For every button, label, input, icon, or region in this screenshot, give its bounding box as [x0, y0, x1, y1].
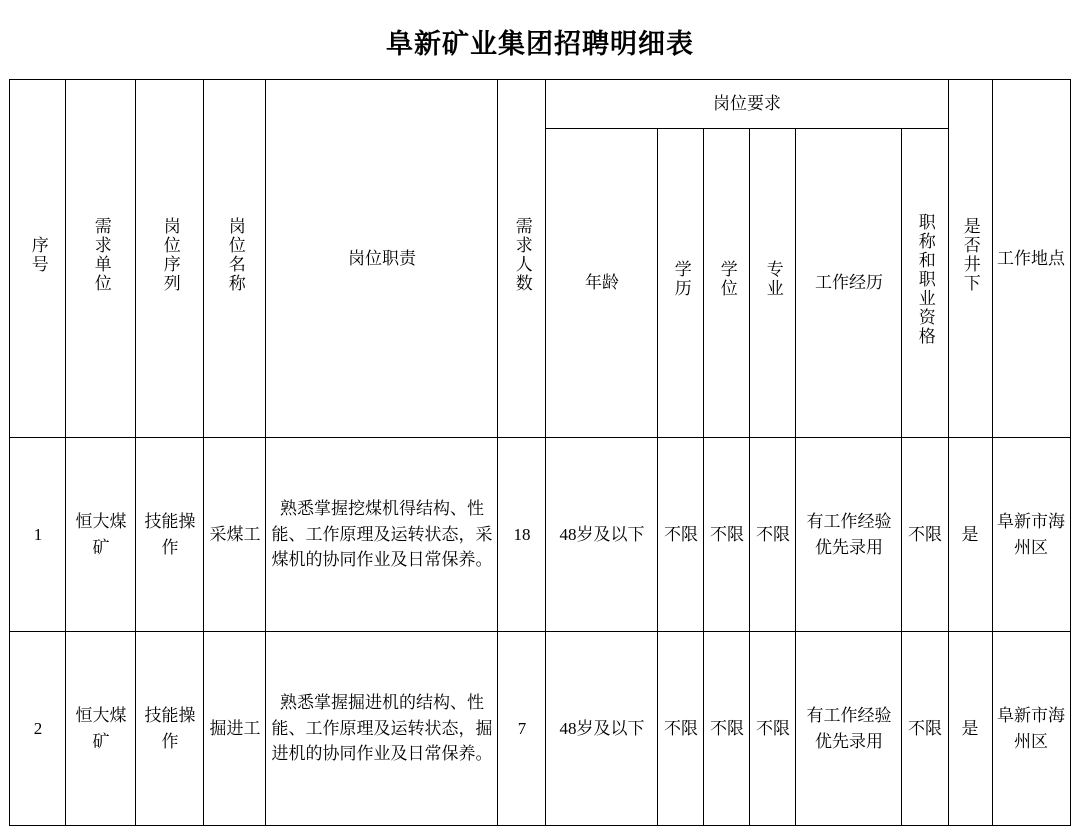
cell-series: 技能操作 — [136, 632, 204, 826]
header-count: 需求人数 — [498, 80, 546, 438]
header-major: 专业 — [750, 129, 796, 438]
cell-degree: 不限 — [704, 438, 750, 632]
cell-unit: 恒大煤矿 — [66, 438, 136, 632]
cell-duty: 熟悉掌握掘进机的结构、性能、工作原理及运转状态，掘进机的协同作业及日常保养。 — [266, 632, 498, 826]
header-title-qualification: 职称和职业资格 — [902, 129, 948, 438]
page-title: 阜新矿业集团招聘明细表 — [386, 29, 694, 59]
cell-title-qualification: 不限 — [902, 632, 948, 826]
cell-degree: 不限 — [704, 632, 750, 826]
cell-index: 2 — [10, 632, 66, 826]
cell-education: 不限 — [658, 438, 704, 632]
header-duty: 岗位职责 — [266, 80, 498, 438]
header-age: 年龄 — [546, 129, 658, 438]
cell-index: 1 — [10, 438, 66, 632]
header-education: 学历 — [658, 129, 704, 438]
header-location: 工作地点 — [992, 80, 1070, 438]
cell-experience: 有工作经验优先录用 — [796, 438, 902, 632]
cell-major: 不限 — [750, 438, 796, 632]
cell-major: 不限 — [750, 632, 796, 826]
header-underground: 是否井下 — [948, 80, 992, 438]
cell-count: 18 — [498, 438, 546, 632]
cell-age: 48岁及以下 — [546, 632, 658, 826]
cell-count: 7 — [498, 632, 546, 826]
header-job-name: 岗位名称 — [204, 80, 266, 438]
cell-series: 技能操作 — [136, 438, 204, 632]
cell-job-name: 掘进工 — [204, 632, 266, 826]
cell-unit: 恒大煤矿 — [66, 632, 136, 826]
header-experience: 工作经历 — [796, 129, 902, 438]
cell-duty: 熟悉掌握挖煤机得结构、性能、工作原理及运转状态，采煤机的协同作业及日常保养。 — [266, 438, 498, 632]
cell-underground: 是 — [948, 632, 992, 826]
table-row — [10, 632, 1070, 826]
header-index: 序号 — [10, 80, 66, 438]
cell-education: 不限 — [658, 632, 704, 826]
cell-job-name: 采煤工 — [204, 438, 266, 632]
header-series: 岗位序列 — [136, 80, 204, 438]
header-degree: 学位 — [704, 129, 750, 438]
cell-experience: 有工作经验优先录用 — [796, 632, 902, 826]
recruitment-table — [9, 79, 1070, 826]
header-group-requirements: 岗位要求 — [546, 80, 948, 129]
cell-location: 阜新市海州区 — [992, 438, 1070, 632]
table-row — [10, 438, 1070, 632]
cell-age: 48岁及以下 — [546, 438, 658, 632]
table-header-group-row — [10, 80, 1070, 129]
cell-title-qualification: 不限 — [902, 438, 948, 632]
header-unit: 需求单位 — [66, 80, 136, 438]
cell-location: 阜新市海州区 — [992, 632, 1070, 826]
cell-underground: 是 — [948, 438, 992, 632]
